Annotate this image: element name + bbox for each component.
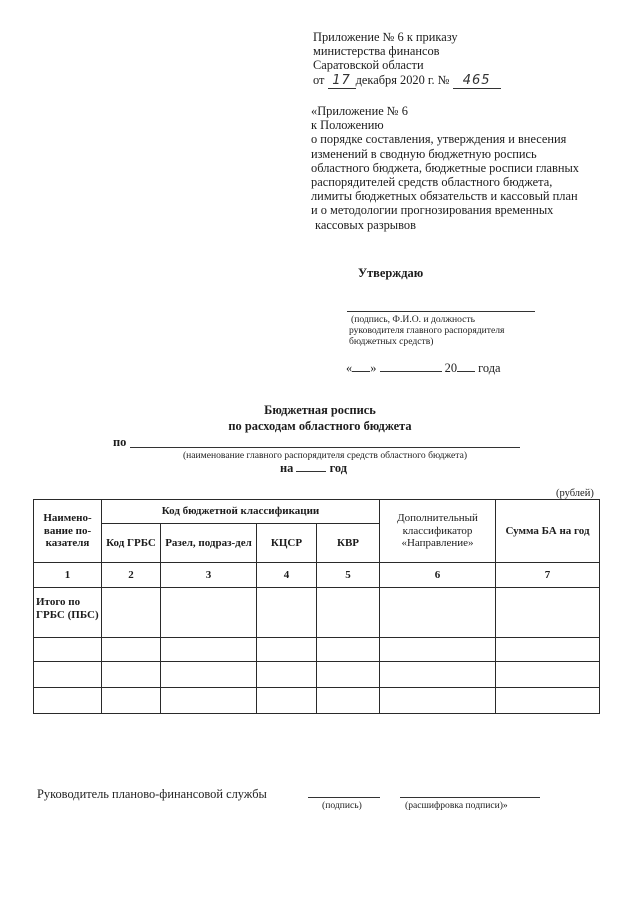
year-blank (457, 371, 475, 372)
table-cell (496, 688, 600, 714)
sign-caption: (подпись) (322, 800, 362, 811)
approve-signature-line (347, 311, 535, 312)
table-cell (317, 638, 380, 662)
header-code-group: Код бюджетной классификации (102, 500, 380, 524)
approve-date-line (346, 361, 501, 375)
table-cell (257, 588, 317, 638)
table-cell (380, 662, 496, 688)
appendix-line-6: распорядителей средств областного бюджета, (311, 175, 553, 190)
table-row (34, 688, 600, 714)
table-row (34, 588, 600, 638)
approve-caption-3: бюджетных средств) (349, 336, 434, 347)
header-grbs: Код ГРБС (102, 524, 161, 563)
order-line-3: Саратовской области (313, 58, 424, 72)
col-num-4: 4 (257, 563, 317, 588)
appendix-line-9: кассовых разрывов (315, 217, 416, 232)
table-cell (102, 662, 161, 688)
header-dop: Дополнительный классификатор «Направление» (380, 500, 496, 563)
date-prefix: от (313, 73, 325, 87)
day-blank (352, 371, 370, 372)
table-cell (34, 688, 102, 714)
header-sum: Сумма БА на год (496, 500, 600, 563)
title-na: на (280, 461, 294, 475)
header-kvr: КВР (317, 524, 380, 563)
units-label: (рублей) (556, 488, 594, 499)
appendix-line-4: изменений в сводную бюджетную роспись (311, 146, 537, 161)
appendix-line-3: о порядке составления, утверждения и внесения (311, 132, 567, 147)
table-cell (257, 688, 317, 714)
table-cell (161, 688, 257, 714)
table-cell (496, 588, 600, 638)
table-cell (161, 588, 257, 638)
approve-title: Утверждаю (358, 266, 424, 280)
table-cell (161, 662, 257, 688)
table-row (34, 638, 600, 662)
appendix-line-1: «Приложение № 6 (311, 104, 408, 118)
title-po: по (113, 435, 127, 449)
table-cell (380, 588, 496, 638)
order-number: 465 (453, 74, 501, 89)
approve-caption-1: (подпись, Ф.И.О. и должность (351, 314, 475, 325)
table-cell (102, 638, 161, 662)
col-num-5: 5 (317, 563, 380, 588)
table-cell (257, 638, 317, 662)
table-cell (34, 638, 102, 662)
order-line-1: Приложение № 6 к приказу (313, 30, 458, 44)
table-cell (317, 662, 380, 688)
table-row (34, 662, 600, 688)
col-num-1: 1 (34, 563, 102, 588)
table-cell (257, 662, 317, 688)
table-cell (102, 688, 161, 714)
appendix-line-7: лимиты бюджетных обязательств и кассовый план (311, 189, 578, 204)
year-field-blank (296, 471, 326, 472)
table-cell (380, 688, 496, 714)
order-line-2: министерства финансов (313, 44, 440, 58)
table-cell (317, 688, 380, 714)
table-cell (102, 588, 161, 638)
table-cell (317, 588, 380, 638)
year-suffix: года (478, 361, 501, 375)
doc-title-1: Бюджетная роспись (264, 403, 376, 417)
col-num-3: 3 (161, 563, 257, 588)
quote-close: » (370, 361, 377, 375)
appendix-line-2: к Положению (311, 118, 384, 133)
table-cell (34, 662, 102, 688)
title-year-line (280, 461, 347, 475)
date-day: 17 (328, 74, 356, 89)
month-blank (380, 371, 442, 372)
table-cell (496, 638, 600, 662)
header-kcsr: КЦСР (257, 524, 317, 563)
quote-open: « (346, 361, 353, 375)
title-god: год (329, 461, 347, 475)
header-razdel: Разел, подраз-дел (161, 524, 257, 563)
col-num-6: 6 (380, 563, 496, 588)
budget-table (33, 499, 600, 714)
grbs-name-line (130, 447, 520, 448)
col-num-7: 7 (496, 563, 600, 588)
header-name: Наимено-вание по-казателя (34, 500, 102, 563)
year-prefix: 20 (444, 361, 458, 375)
doc-title-2: по расходам областного бюджета (228, 419, 412, 433)
table-cell (161, 638, 257, 662)
table-cell (496, 662, 600, 688)
decode-line (400, 797, 540, 798)
order-date-line (313, 73, 501, 89)
appendix-line-5: областного бюджета, бюджетные росписи главных (311, 160, 580, 175)
date-mid: декабря 2020 г. № (355, 73, 450, 87)
appendix-line-8: и о методологии прогнозирования временных (311, 203, 554, 218)
decode-caption: (расшифровка подписи)» (405, 800, 508, 811)
sign-line (308, 797, 380, 798)
grbs-name-caption: (наименование главного распорядителя средств областного бюджета) (182, 450, 468, 461)
table-cell (380, 638, 496, 662)
approve-caption-2: руководителя главного распорядителя (349, 325, 505, 336)
col-num-2: 2 (102, 563, 161, 588)
total-label: Итого по ГРБС (ПБС) (34, 588, 102, 638)
appendix-block (311, 104, 579, 232)
footer-head: Руководитель планово-финансовой службы (37, 787, 267, 801)
